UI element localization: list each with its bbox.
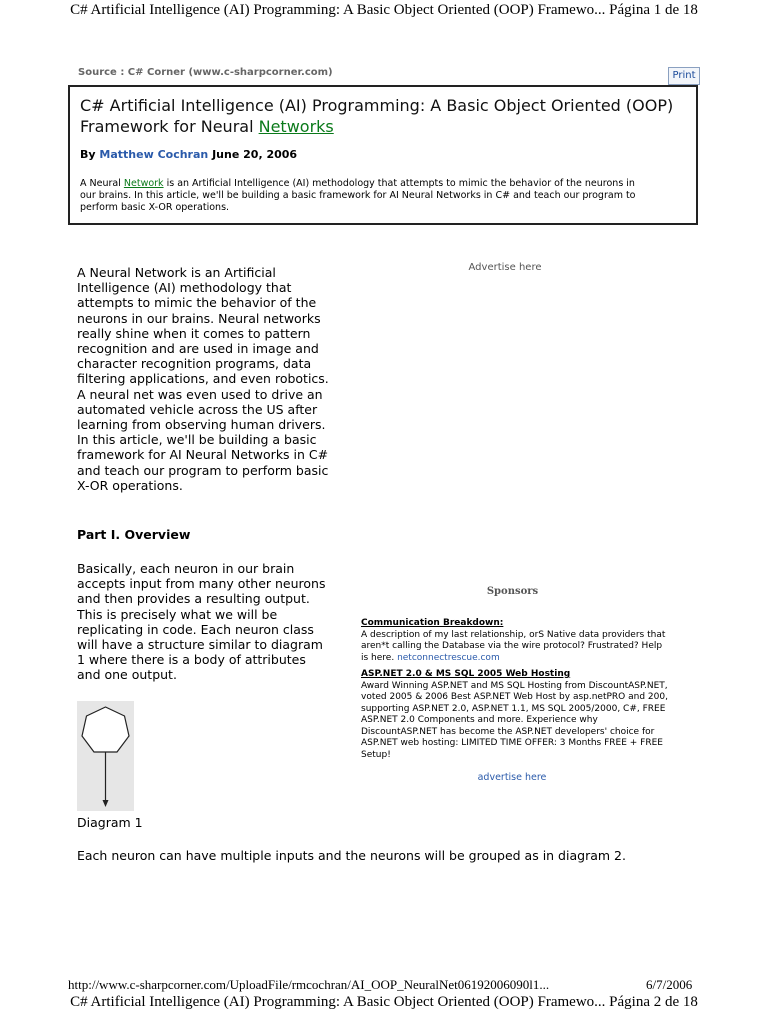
- sponsors-heading: Sponsors: [486, 586, 539, 597]
- neuron-diagram-graphic: [77, 701, 134, 811]
- sponsor-title[interactable]: ASP.NET 2.0 & MS SQL 2005 Web Hosting: [361, 669, 571, 679]
- byline: [80, 148, 297, 161]
- sponsor-text: Award Winning ASP.NET and MS SQL Hosting from DiscountASP.NET, voted 2005 & 2006 Best ASP.NET Web Host by asp.netPRO and 200, supporting ASP.NET 2.0, ASP.NET 1.1, MS SQL 2005/2000, C#, FREE ASP.NET 2.0 Components and more. Experience why DiscountASP.NET has become the ASP.NET developers' choice for ASP.NET web hosting: LIMITED TIME OFFER: 3 Months FREE + FREE Setup!: [361, 680, 668, 760]
- print-button[interactable]: Print: [668, 67, 700, 85]
- publish-date: June 20, 2006: [212, 148, 298, 161]
- article-title-text: C# Artificial Intelligence (AI) Programming: A Basic Object Oriented (OOP) Framework for Neural: [80, 96, 674, 136]
- neuron-diagram: [77, 701, 134, 811]
- article-header-box: [68, 85, 698, 225]
- sponsor-text: A description of my last relationship, orS Native data providers that aren*t calling the Database via the wire protocol? Frustrated? Help is here.: [361, 629, 666, 663]
- summary-link[interactable]: Network: [123, 178, 164, 189]
- article-title: [80, 95, 680, 137]
- neuron-body-heptagon: [82, 707, 129, 752]
- sponsor-title[interactable]: Communication Breakdown:: [361, 618, 504, 628]
- summary-before: A Neural: [80, 178, 124, 189]
- article-summary: [80, 178, 640, 214]
- byline-by: By: [80, 148, 96, 161]
- footer-url: http://www.c-sharpcorner.com/UploadFile/rmcochran/AI_OOP_NeuralNet06192006090l1...: [68, 977, 550, 992]
- pdf-page-header: C# Artificial Intelligence (AI) Programming: A Basic Object Oriented (OOP) Framewo... Página 1 de 18: [70, 2, 698, 18]
- paragraph-intro: A Neural Network is an Artificial Intelligence (AI) methodology that attempts to mimic the behavior of the neurons in our brains. Neural networks really shine when it comes to pattern recognition and are used in image and character recognition programs, data filtering applications, and even robotics. A neural net was even used to drive an automated vehicle across the US after learning from observing human drivers. In this article, we'll be building a basic framework for AI Neural Networks in C# and teach our program to perform basic X-OR operations.: [77, 265, 329, 493]
- article-title-link[interactable]: Networks: [258, 117, 334, 136]
- advertise-here-label[interactable]: Advertise here: [468, 262, 542, 273]
- neuron-output-arrowhead: [103, 800, 109, 807]
- diagram-caption: Diagram 1: [77, 815, 143, 830]
- sponsor-link[interactable]: netconnectrescue.com: [397, 652, 500, 663]
- pdf-page-header-next: C# Artificial Intelligence (AI) Programming: A Basic Object Oriented (OOP) Framewo... Página 2 de 18: [70, 994, 698, 1010]
- paragraph-overview: Basically, each neuron in our brain accepts input from many other neurons and then provides a resulting output. This is precisely what we will be replicating in code. Each neuron class will have a structure similar to diagram 1 where there is a body of attributes and one output.: [77, 561, 326, 683]
- footer-date: 6/7/2006: [646, 977, 693, 992]
- paragraph-inputs: Each neuron can have multiple inputs and the neurons will be grouped as in diagram 2.: [77, 848, 626, 863]
- author-link[interactable]: Matthew Cochran: [99, 148, 209, 161]
- source-line: Source : C# Corner (www.c-sharpcorner.com): [78, 67, 333, 78]
- summary-after: is an Artificial Intelligence (AI) methodology that attempts to mimic the behavior of the neurons in our brains. In this article, we'll be building a basic framework for AI Neural Networks in C# and teach our program to perform basic X-OR operations.: [80, 178, 636, 213]
- advertise-here-link[interactable]: advertise here: [477, 772, 547, 783]
- sponsor-item: [361, 669, 671, 761]
- sponsor-item: [361, 618, 671, 664]
- section-heading-part1: Part I. Overview: [77, 527, 191, 542]
